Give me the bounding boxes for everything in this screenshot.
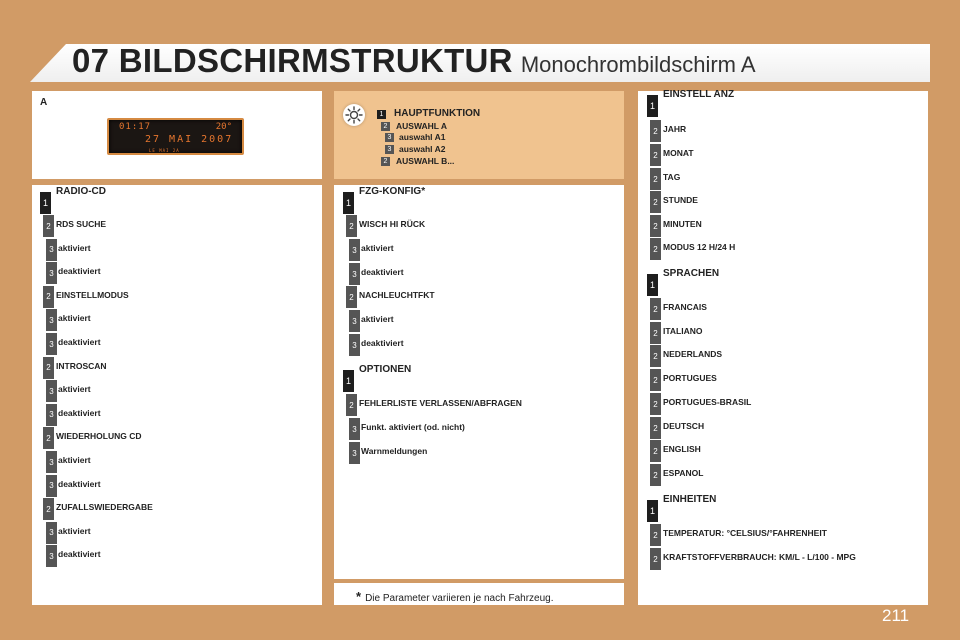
level-badge: 2: [43, 215, 54, 237]
level-badge: 1: [343, 192, 354, 214]
sun-brightness-icon: [343, 104, 365, 126]
screen-date: 27 MAI 2007: [145, 134, 234, 145]
level-badge: 2: [650, 464, 661, 486]
menu-item-label: KRAFTSTOFFVERBRAUCH: KM/L - L/100 - MPG: [663, 552, 856, 562]
menu-item-label: DEUTSCH: [663, 421, 705, 431]
menu-item-label: INTROSCAN: [56, 360, 107, 371]
level-badge: 1: [377, 110, 386, 119]
menu-item-label: HAUPTFUNKTION: [394, 108, 481, 119]
menu-item-label: aktiviert: [361, 243, 394, 253]
level-badge: 2: [650, 215, 661, 237]
footnote-mark: *: [356, 589, 362, 604]
level-badge: 3: [349, 263, 360, 285]
menu-item-label: NACHLEUCHTFKT: [359, 290, 435, 300]
display-label: A: [40, 97, 48, 108]
menu-item-label: aktiviert: [58, 455, 91, 465]
level-badge: 3: [349, 239, 360, 261]
level-badge: 2: [650, 120, 661, 142]
menu-item-label: SPRACHEN: [663, 268, 720, 279]
level-badge: 2: [346, 394, 357, 416]
menu-item-label: deaktiviert: [361, 338, 404, 348]
level-badge: 3: [46, 380, 57, 402]
menu-item-label: deaktiviert: [58, 549, 101, 560]
level-badge: 3: [46, 262, 57, 284]
screen-small-text: LE MAI 2A: [149, 148, 180, 153]
menu-item-label: deaktiviert: [58, 407, 101, 418]
title-main: 07 BILDSCHIRMSTRUKTUR: [72, 42, 513, 79]
screen-time: 01:17: [119, 122, 152, 132]
level-badge: 2: [650, 369, 661, 391]
level-badge: 3: [46, 333, 57, 355]
level-badge: 2: [43, 498, 54, 520]
menu-item-label: auswahl A1: [399, 132, 446, 142]
level-badge: 2: [650, 168, 661, 190]
menu-item-label: AUSWAHL A: [396, 121, 447, 131]
menu-item-label: deaktiviert: [361, 267, 404, 277]
menu-item-label: aktiviert: [58, 313, 91, 324]
level-badge: 1: [343, 370, 354, 392]
level-badge: 3: [385, 133, 394, 142]
page-title: [72, 42, 756, 80]
menu-item-label: aktiviert: [58, 384, 91, 395]
menu-item-label: PORTUGUES: [663, 373, 717, 383]
menu-item-label: deaktiviert: [58, 337, 101, 347]
menu-item-label: TEMPERATUR: °CELSIUS/°FAHRENHEIT: [663, 528, 827, 538]
level-badge: 2: [650, 393, 661, 415]
level-badge: 3: [46, 545, 57, 567]
level-badge: 3: [349, 418, 360, 440]
menu-item-label: FRANCAIS: [663, 302, 707, 312]
level-badge: 2: [650, 298, 661, 320]
level-badge: 1: [647, 500, 658, 522]
menu-item-label: ESPANOL: [663, 468, 704, 478]
menu-item-label: AUSWAHL B...: [396, 156, 455, 166]
screen-temperature: 20°: [215, 122, 232, 132]
level-badge: 2: [650, 548, 661, 570]
level-badge: 2: [650, 144, 661, 166]
level-badge: 2: [381, 122, 390, 131]
level-badge: 2: [381, 157, 390, 166]
page-number: 211: [882, 606, 910, 625]
menu-item-label: TAG: [663, 172, 681, 182]
menu-item-label: RADIO-CD: [56, 186, 106, 197]
menu-item-label: deaktiviert: [58, 478, 101, 489]
title-subtitle: Monochrombildschirm A: [520, 52, 756, 77]
level-badge: 3: [46, 451, 57, 473]
level-badge: 3: [385, 145, 394, 154]
menu-item-label: STUNDE: [663, 195, 698, 205]
menu-item-label: ZUFALLSWIEDERGABE: [56, 502, 153, 513]
level-badge: 1: [40, 192, 51, 214]
level-badge: 2: [650, 524, 661, 546]
level-badge: 3: [46, 404, 57, 426]
menu-item-label: aktiviert: [58, 525, 91, 536]
level-badge: 2: [650, 191, 661, 213]
main-function-panel: [334, 91, 624, 179]
level-badge: 3: [46, 309, 57, 331]
menu-item-label: JAHR: [663, 124, 687, 134]
level-badge: 3: [349, 334, 360, 356]
menu-item-label: aktiviert: [361, 314, 394, 324]
level-badge: 2: [650, 345, 661, 367]
level-badge: 2: [650, 440, 661, 462]
footnote-text: Die Parameter variieren je nach Fahrzeug.: [365, 593, 554, 604]
menu-item-label: EINSTELLMODUS: [56, 289, 129, 300]
level-badge: 3: [46, 239, 57, 261]
level-badge: 2: [650, 417, 661, 439]
menu-item-label: ENGLISH: [663, 444, 701, 454]
menu-item-label: NEDERLANDS: [663, 349, 723, 359]
menu-item-label: EINHEITEN: [663, 494, 717, 505]
menu-item-label: EINSTELL ANZ: [663, 89, 735, 100]
menu-item-label: MINUTEN: [663, 219, 702, 229]
menu-item-label: FEHLERLISTE VERLASSEN/ABFRAGEN: [359, 398, 522, 408]
menu-item-label: deaktiviert: [58, 266, 101, 277]
level-badge: 2: [346, 286, 357, 308]
footnote: [356, 589, 554, 604]
menu-item-label: FZG-KONFIG*: [359, 186, 426, 197]
level-badge: 1: [647, 95, 658, 117]
menu-item-label: PORTUGUES-BRASIL: [663, 397, 752, 407]
level-badge: 2: [43, 286, 54, 308]
menu-item-label: WISCH HI RÜCK: [359, 219, 426, 229]
level-badge: 2: [43, 427, 54, 449]
level-badge: 1: [647, 274, 658, 296]
menu-item-label: RDS SUCHE: [56, 219, 107, 229]
level-badge: 3: [349, 442, 360, 464]
level-badge: 3: [46, 522, 57, 544]
menu-item-label: OPTIONEN: [359, 364, 412, 375]
menu-item-label: WIEDERHOLUNG CD: [56, 431, 142, 442]
level-badge: 2: [43, 357, 54, 379]
menu-item-label: auswahl A2: [399, 144, 446, 154]
menu-item-label: MODUS 12 H/24 H: [663, 242, 736, 252]
menu-item-label: Funkt. aktiviert (od. nicht): [361, 422, 465, 432]
menu-item-label: Warnmeldungen: [361, 446, 428, 456]
level-badge: 2: [650, 238, 661, 260]
menu-item-label: ITALIANO: [663, 326, 703, 336]
level-badge: 2: [650, 322, 661, 344]
monochrome-screen: [107, 118, 244, 155]
menu-item-label: MONAT: [663, 148, 694, 158]
level-badge: 3: [46, 475, 57, 497]
level-badge: 3: [349, 310, 360, 332]
level-badge: 2: [346, 215, 357, 237]
menu-item-label: aktiviert: [58, 242, 91, 253]
